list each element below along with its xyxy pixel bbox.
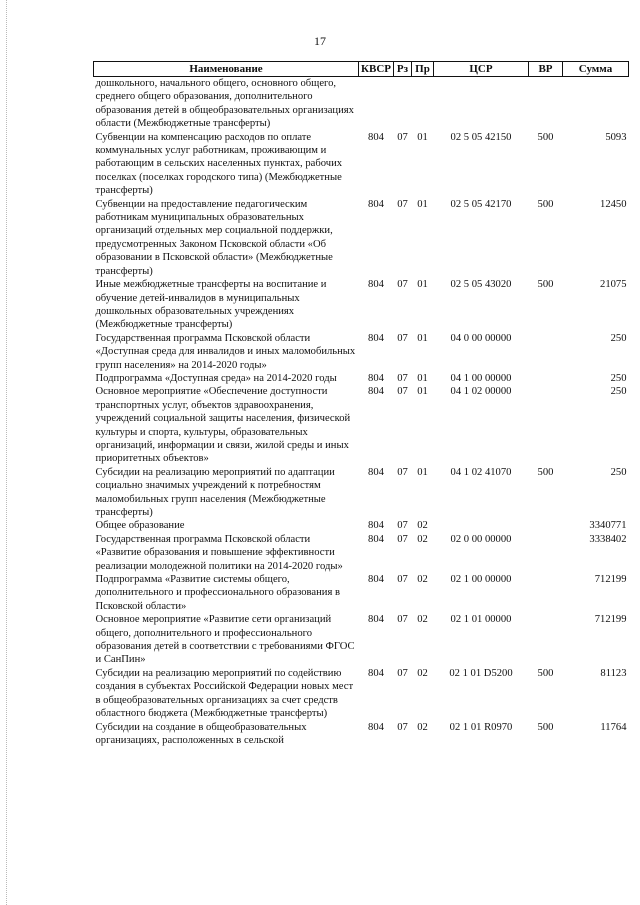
table-row <box>94 519 629 532</box>
cell-sum: 712199 <box>594 574 627 586</box>
cell-pr: 01 <box>417 466 428 478</box>
cell-sum <box>563 77 629 131</box>
cell-rz: 07 <box>397 466 408 478</box>
cell-rz: 07 <box>397 574 408 586</box>
cell-name: Основное мероприятие «Развитие сети организаций общего, дополнительного и профессионального образования детей в соответствии с требованиями ФГОС и СанПин» <box>95 614 355 666</box>
cell-csr <box>434 519 529 532</box>
cell-rz: 07 <box>397 721 408 733</box>
cell-pr: 01 <box>417 279 428 291</box>
header-rz: Рз <box>394 62 412 77</box>
table-header-row <box>94 62 629 77</box>
table-row <box>94 466 629 520</box>
cell-name: Общее образование <box>95 520 185 532</box>
cell-kvsr: 804 <box>368 721 384 733</box>
cell-name: Субсидии на реализацию мероприятий по содействию создания в субъектах Российской Федерации новых мест в общеобразовательных организациях за счет средств областного бюджета (Межбюджетные трансферты) <box>95 667 354 720</box>
cell-kvsr: 804 <box>368 614 384 626</box>
cell-csr: 02 0 00 00000 <box>450 533 512 545</box>
cell-vr <box>529 573 563 613</box>
cell-pr: 01 <box>417 386 428 398</box>
cell-pr: 01 <box>417 198 428 210</box>
cell-rz: 07 <box>397 332 408 344</box>
table-row <box>94 131 629 198</box>
cell-pr: 02 <box>417 520 428 532</box>
cell-pr: 02 <box>417 667 428 679</box>
header-csr: ЦСР <box>434 62 529 77</box>
cell-kvsr: 804 <box>368 574 384 586</box>
table-row <box>94 667 629 721</box>
cell-csr: 02 1 00 00000 <box>450 574 512 586</box>
cell-name: Субвенции на предоставление педагогическим работникам муниципальных образовательных организаций отдельных мер социальной поддержки, предусмотренных Законом Псковской области «Об образовании в Псковской области» (Межбюджетные трансферты) <box>95 198 333 277</box>
cell-name: Иные межбюджетные трансферты на воспитание и обучение детей-инвалидов в муниципальных дошкольных образовательных учреждениях (Межбюджетные трансферты) <box>95 279 327 331</box>
cell-rz: 07 <box>397 372 408 384</box>
cell-kvsr: 804 <box>368 667 384 679</box>
cell-name: Основное мероприятие «Обеспечение доступности транспортных услуг, объектов здравоохранения, учреждений социальной защиты населения, физической культуры и спорта, культуры, образовательных организаций, информации и связи, жилой среды и иных приоритетных объектов» <box>95 386 351 465</box>
cell-sum: 12450 <box>600 198 627 210</box>
cell-pr: 02 <box>417 614 428 626</box>
cell-rz: 07 <box>397 386 408 398</box>
cell-vr: 500 <box>537 667 554 679</box>
cell-pr: 02 <box>417 721 428 733</box>
table-row <box>94 533 629 573</box>
cell-sum: 11764 <box>600 721 627 733</box>
cell-vr: 500 <box>537 198 554 210</box>
cell-csr: 02 5 05 42150 <box>450 131 512 143</box>
cell-vr <box>529 385 563 465</box>
cell-pr: 01 <box>417 131 428 143</box>
cell-sum: 712199 <box>594 614 627 626</box>
cell-csr: 04 0 00 00000 <box>450 332 512 344</box>
cell-kvsr <box>359 77 394 131</box>
header-name: Наименование <box>94 62 359 77</box>
cell-csr: 04 1 02 00000 <box>450 386 512 398</box>
header-kvsr: КВСР <box>359 62 394 77</box>
table-row <box>94 721 629 748</box>
cell-csr <box>434 77 529 131</box>
cell-csr: 04 1 02 41070 <box>450 466 512 478</box>
cell-csr: 02 1 01 D5200 <box>449 667 513 679</box>
cell-rz: 07 <box>397 614 408 626</box>
cell-kvsr: 804 <box>368 332 384 344</box>
cell-sum: 81123 <box>600 667 627 679</box>
cell-rz: 07 <box>397 520 408 532</box>
cell-name: Подпрограмма «Доступная среда» на 2014-2020 годы <box>95 372 337 384</box>
cell-kvsr: 804 <box>368 131 384 143</box>
table-row <box>94 385 629 465</box>
cell-sum: 250 <box>610 466 627 478</box>
cell-name: дошкольного, начального общего, основного общего, среднего общего образования, дополнительного образования детей в общеобразовательных организациях области (Межбюджетные трансферты) <box>95 78 354 130</box>
cell-rz: 07 <box>397 667 408 679</box>
cell-pr: 01 <box>417 372 428 384</box>
cell-csr: 04 1 00 00000 <box>450 372 512 384</box>
cell-pr: 02 <box>417 574 428 586</box>
cell-vr <box>529 519 563 532</box>
table-row <box>94 332 629 372</box>
cell-vr: 500 <box>537 466 554 478</box>
cell-rz <box>394 77 412 131</box>
page-number: 17 <box>314 34 326 48</box>
table-row <box>94 77 629 131</box>
cell-sum: 250 <box>610 332 627 344</box>
cell-name: Субсидии на создание в общеобразовательных организациях, расположенных в сельской <box>95 721 307 746</box>
cell-vr <box>529 332 563 372</box>
header-vr: ВР <box>529 62 563 77</box>
cell-kvsr: 804 <box>368 198 384 210</box>
cell-name: Государственная программа Псковской области «Развитие образования и повышение эффективности реализации молодежной политики на 2014-2020 годы» <box>95 533 343 572</box>
cell-kvsr: 804 <box>368 386 384 398</box>
cell-vr <box>529 533 563 573</box>
cell-kvsr: 804 <box>368 520 384 532</box>
cell-vr: 500 <box>537 131 554 143</box>
cell-vr <box>529 77 563 131</box>
cell-rz: 07 <box>397 131 408 143</box>
cell-pr: 01 <box>417 332 428 344</box>
cell-vr <box>529 372 563 385</box>
cell-rz: 07 <box>397 279 408 291</box>
budget-table <box>93 61 629 747</box>
header-sum: Сумма <box>563 62 629 77</box>
cell-name: Государственная программа Псковской области «Доступная среда для инвалидов и иных маломобильных групп населения» на 2014-2020 годы» <box>95 332 356 371</box>
table-body <box>94 77 629 748</box>
cell-pr: 02 <box>417 533 428 545</box>
cell-vr <box>529 613 563 667</box>
cell-sum: 250 <box>610 386 627 398</box>
cell-rz: 07 <box>397 198 408 210</box>
cell-name: Субсидии на реализацию мероприятий по адаптации социально значимых учреждений к потребностям маломобильных групп населения (Межбюджетные трансферты) <box>95 466 335 518</box>
cell-kvsr: 804 <box>368 279 384 291</box>
cell-vr: 500 <box>537 279 554 291</box>
header-pr: Пр <box>412 62 434 77</box>
cell-kvsr: 804 <box>368 533 384 545</box>
cell-csr: 02 1 01 00000 <box>450 614 512 626</box>
cell-sum: 250 <box>610 372 627 384</box>
cell-rz: 07 <box>397 533 408 545</box>
cell-sum: 3338402 <box>589 533 627 545</box>
cell-pr <box>412 77 434 131</box>
table-row <box>94 198 629 278</box>
cell-csr: 02 5 05 42170 <box>450 198 512 210</box>
cell-sum: 3340771 <box>589 520 627 532</box>
table-row <box>94 372 629 385</box>
cell-vr: 500 <box>537 721 554 733</box>
cell-name: Подпрограмма «Развитие системы общего, дополнительного и профессионального образования в Псковской области» <box>95 574 340 612</box>
cell-csr: 02 5 05 43020 <box>450 279 512 291</box>
cell-kvsr: 804 <box>368 466 384 478</box>
cell-csr: 02 1 01 R0970 <box>449 721 513 733</box>
cell-sum: 21075 <box>600 279 627 291</box>
table-row <box>94 613 629 667</box>
table-row <box>94 573 629 613</box>
cell-name: Субвенции на компенсацию расходов по оплате коммунальных услуг работникам, проживающим и работающим в сельских населенных пунктах, рабочих поселках (поселках городского типа) (Межбюджетные трансферты) <box>95 131 343 197</box>
table-row <box>94 278 629 332</box>
cell-kvsr: 804 <box>368 372 384 384</box>
cell-sum: 5093 <box>605 131 627 143</box>
